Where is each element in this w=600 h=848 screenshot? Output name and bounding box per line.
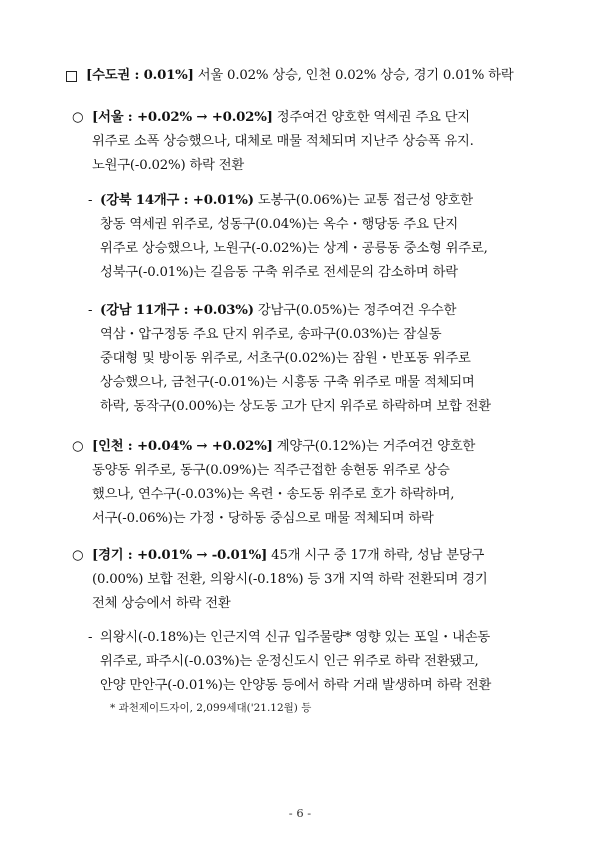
dash-bullet-gangbuk: - [88, 193, 93, 208]
paragraph-seoul [92, 106, 552, 178]
circle-bullet-incheon: ○ [72, 439, 84, 454]
text-capital-region: 서울 0.02% 상승, 인천 0.02% 상승, 경기 0.01% 하락 [193, 68, 514, 83]
footnote: * 과천제이드자이, 2,099세대('21.12월) 등 [110, 702, 312, 714]
incheon-line-1: 계양구(0.12%)는 거주여건 양호한 [272, 439, 476, 454]
paragraph-gyeonggi [92, 544, 552, 616]
label-gyeonggi: [경기 : +0.01% → -0.01%] [92, 548, 268, 563]
circle-bullet-gyeonggi: ○ [72, 548, 84, 563]
label-incheon: [인천 : +0.04% → +0.02%] [92, 439, 273, 454]
dash-bullet-gangnam: - [88, 303, 93, 318]
label-seoul: [서울 : +0.02% → +0.02%] [92, 110, 273, 125]
circle-bullet-seoul: ○ [72, 110, 84, 125]
gangbuk-line-1: 도봉구(0.06%)는 교통 접근성 양호한 [253, 193, 473, 208]
seoul-line-2: 위주로 소폭 상승했으나, 대체로 매물 적체되며 지난주 상승폭 유지. [92, 134, 474, 149]
seoul-line-1: 정주여건 양호한 역세권 주요 단지 [272, 110, 470, 125]
gyeonggi-detail-line-1: 의왕시(-0.18%)는 인근지역 신규 입주물량* 영향 있는 포일・내손동 [100, 630, 491, 645]
label-capital-region: [수도권 : 0.01%] [86, 68, 194, 83]
square-bullet-icon [66, 71, 77, 82]
gangnam-line-3: 중대형 및 방이동 위주로, 서초구(0.02%)는 잠원・반포동 위주로 [100, 351, 471, 366]
paragraph-gangbuk [100, 189, 548, 285]
gyeonggi-line-3: 전체 상승에서 하락 전환 [92, 596, 231, 611]
label-gangbuk: (강북 14개구 : +0.01%) [100, 193, 254, 208]
paragraph-gangnam [100, 299, 548, 419]
paragraph-incheon [92, 435, 552, 531]
gangnam-line-5: 하락, 동작구(0.00%)는 상도동 고가 단지 위주로 하락하며 보합 전환 [100, 399, 491, 414]
gangbuk-line-4: 성북구(-0.01%)는 길음동 구축 위주로 전세문의 감소하며 하락 [100, 265, 458, 280]
gyeonggi-detail-line-2: 위주로, 파주시(-0.03%)는 운정신도시 인근 위주로 하락 전환됐고, [100, 654, 479, 669]
gangnam-line-4: 상승했으나, 금천구(-0.01%)는 시흥동 구축 위주로 매물 적체되며 [100, 375, 475, 390]
paragraph-capital-region [86, 64, 546, 88]
gangnam-line-1: 강남구(0.05%)는 정주여건 우수한 [253, 303, 457, 318]
seoul-line-3: 노원구(-0.02%) 하락 전환 [92, 158, 245, 173]
dash-bullet-gyeonggi-detail: - [88, 630, 93, 645]
incheon-line-3: 했으나, 연수구(-0.03%)는 옥련・송도동 위주로 호가 하락하며, [92, 487, 455, 502]
page-number: - 6 - [288, 806, 312, 820]
gyeonggi-detail-line-3: 안양 만안구(-0.01%)는 안양동 등에서 하락 거래 발생하며 하락 전환 [100, 678, 492, 693]
gyeonggi-line-1: 45개 시구 중 17개 하락, 성남 분당구 [267, 548, 485, 563]
gyeonggi-line-2: (0.00%) 보합 전환, 의왕시(-0.18%) 등 3개 지역 하락 전환되며 경기 [92, 572, 488, 587]
gangbuk-line-2: 창동 역세권 위주로, 성동구(0.04%)는 옥수・행당동 주요 단지 [100, 217, 459, 232]
gangnam-line-2: 역삼・압구정동 주요 단지 위주로, 송파구(0.03%)는 잠실동 [100, 327, 442, 342]
incheon-line-2: 동양동 위주로, 동구(0.09%)는 직주근접한 송현동 위주로 상승 [92, 463, 450, 478]
paragraph-gyeonggi-detail [100, 626, 548, 698]
label-gangnam: (강남 11개구 : +0.03%) [100, 303, 254, 318]
incheon-line-4: 서구(-0.06%)는 가정・당하동 중심으로 매물 적체되며 하락 [92, 511, 434, 526]
gangbuk-line-3: 위주로 상승했으나, 노원구(-0.02%)는 상계・공릉동 중소형 위주로, [100, 241, 488, 256]
